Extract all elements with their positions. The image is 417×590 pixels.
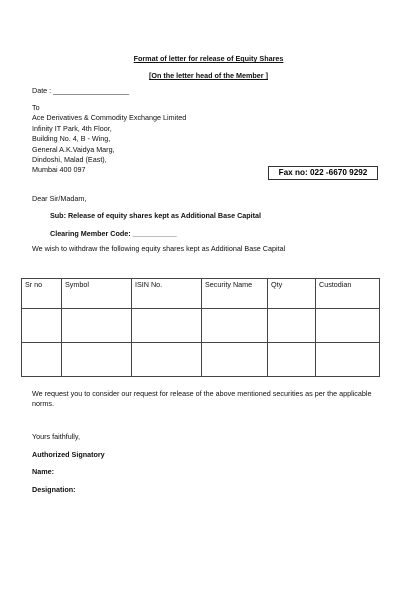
- table-cell[interactable]: [62, 309, 132, 343]
- clearing-member-code: Clearing Member Code: ___________: [50, 229, 177, 238]
- table-cell[interactable]: [202, 309, 268, 343]
- column-header-qty: Qty: [268, 279, 316, 309]
- designation-label: Designation:: [32, 485, 76, 494]
- address-line: Ace Derivatives & Commodity Exchange Limited: [32, 113, 187, 123]
- table-cell[interactable]: [268, 343, 316, 377]
- document-subtitle: [On the letter head of the Member ]: [148, 71, 268, 80]
- release-request-paragraph: We request you to consider our request for release of the above mentioned securities as per the applicable norms.: [32, 389, 372, 409]
- table-cell[interactable]: [22, 309, 62, 343]
- table-row: [22, 309, 380, 343]
- table-cell[interactable]: [202, 343, 268, 377]
- column-header-symbol: Symbol: [62, 279, 132, 309]
- closing-line: Yours faithfully,: [32, 432, 80, 441]
- address-line: Building No. 4, B - Wing,: [32, 134, 111, 144]
- table-cell[interactable]: [22, 343, 62, 377]
- table-cell[interactable]: [316, 343, 380, 377]
- name-label: Name:: [32, 467, 54, 476]
- to-label: To: [32, 103, 40, 112]
- salutation: Dear Sir/Madam,: [32, 194, 87, 203]
- table-header-row: [22, 279, 380, 309]
- column-header-sr-no: Sr no: [22, 279, 62, 309]
- table-cell[interactable]: [268, 309, 316, 343]
- withdraw-statement: We wish to withdraw the following equity shares kept as Additional Base Capital: [32, 244, 286, 253]
- address-line: Infinity IT Park, 4th Floor,: [32, 123, 112, 133]
- address-line: Dindoshi, Malad (East),: [32, 155, 107, 165]
- recipient-address-block: [32, 103, 282, 176]
- document-title: Format of letter for release of Equity Shares: [133, 54, 284, 63]
- column-header-security-name: Security Name: [202, 279, 268, 309]
- address-line: General A.K.Vaidya Marg,: [32, 144, 115, 154]
- subject-line: Sub: Release of equity shares kept as Additional Base Capital: [50, 211, 262, 220]
- authorized-signatory-label: Authorized Signatory: [32, 450, 105, 459]
- fax-number-box: Fax no: 022 -6670 9292: [268, 166, 378, 180]
- table-cell[interactable]: [62, 343, 132, 377]
- column-header-isin: ISIN No.: [132, 279, 202, 309]
- table-cell[interactable]: [132, 309, 202, 343]
- table-row: [22, 343, 380, 377]
- equity-shares-table: [21, 278, 380, 377]
- address-line: Mumbai 400 097: [32, 165, 86, 175]
- date-line: Date : ___________________: [32, 86, 130, 95]
- column-header-custodian: Custodian: [316, 279, 380, 309]
- table-cell[interactable]: [132, 343, 202, 377]
- table-cell[interactable]: [316, 309, 380, 343]
